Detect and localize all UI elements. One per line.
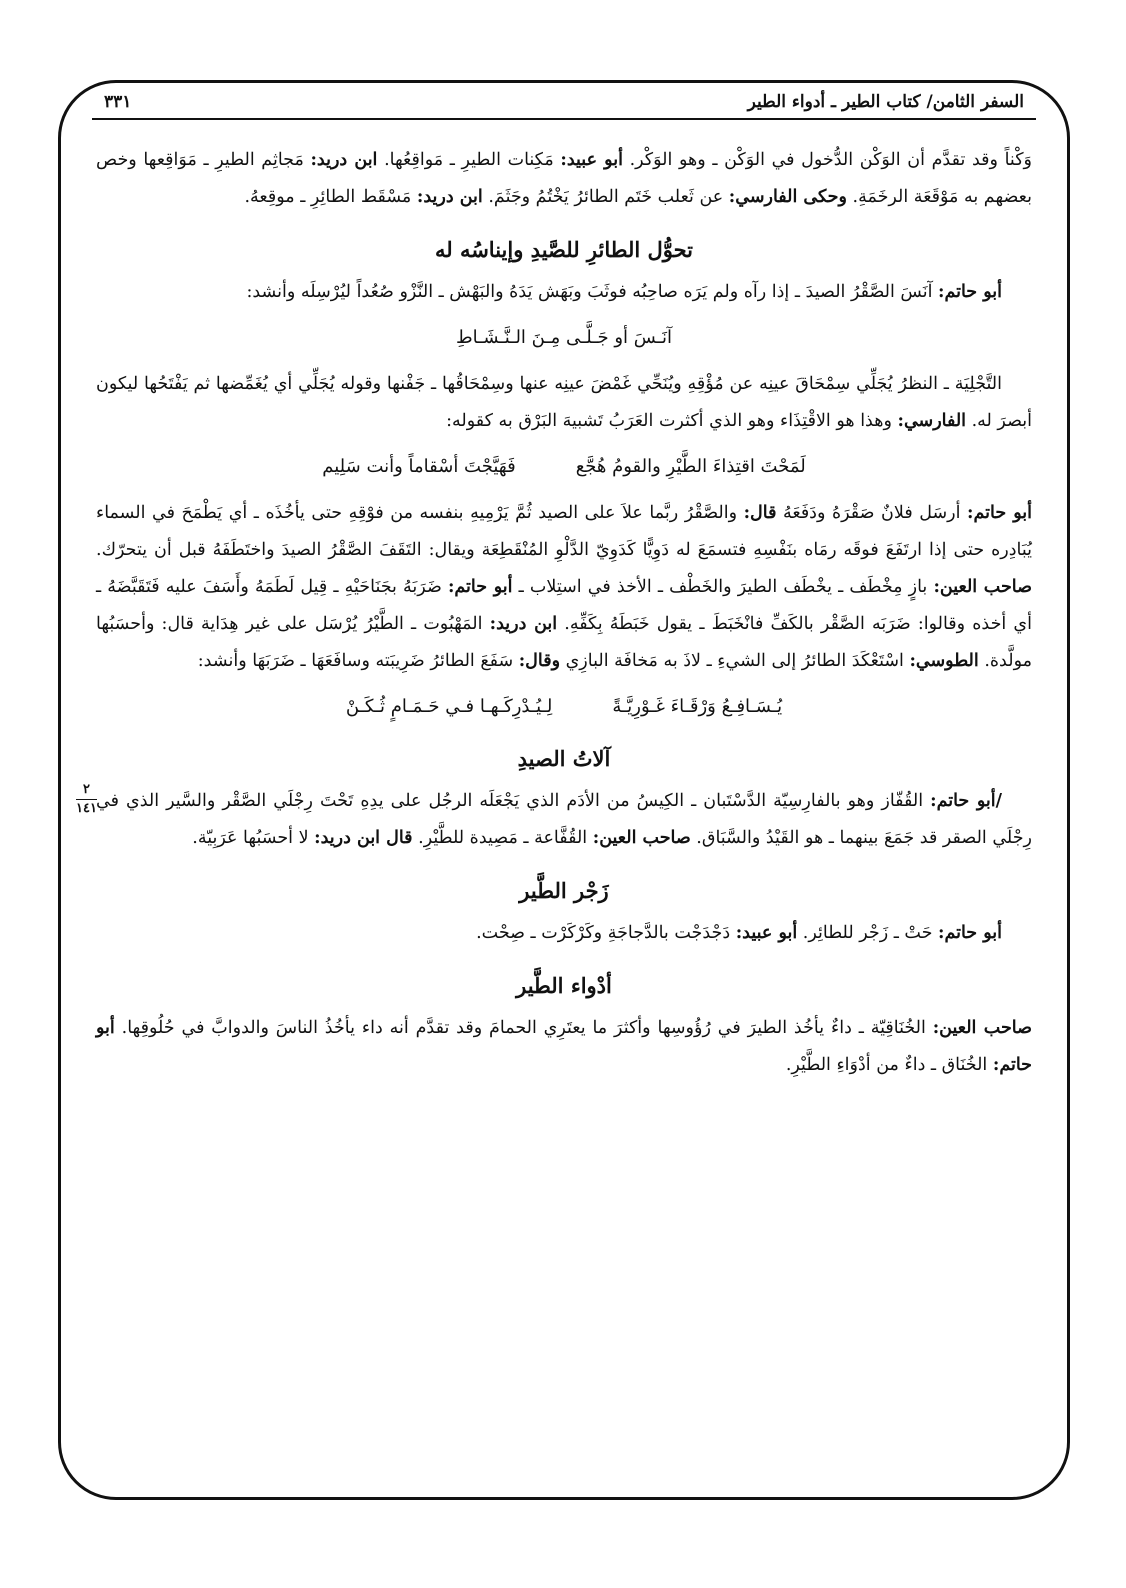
tools-block: [76, 782, 1032, 857]
verse-2-second-hemistich: فَهَيَّجْتَ أسْقاماً وأنت سَلِيم: [322, 456, 516, 477]
page-number: ٣٣١: [104, 92, 132, 112]
paragraph-7: صاحب العين: الخُنَاقِيّة ـ داءٌ يأخُذ الطيرَ في رُؤُوسِها وأكثرَ ما يعتَرِي الحمامَ وقد تقدَّم أنه داء يأخُذُ الناسَ والدوابَّ في حُلُوقِها. أبو حاتم: الخُنَاق ـ داءٌ من أدْوَاءِ الطَّيْرِ.: [96, 1018, 1032, 1075]
section-title-hunting: تحوُّل الطائرِ للصَّيدِ وإيناسُه له: [434, 237, 694, 262]
page-content: [76, 120, 1036, 1084]
running-header: [92, 86, 1036, 120]
book-page: [76, 86, 1036, 1090]
paragraph-2: أبو حاتم: آنَسَ الصَّقْرُ الصيدَ ـ إذا رآه ولم يَرَه صاحِبُه فوثَبَ وبَهَش يَدَهُ والبَهْش ـ النَّزْو صُعُداً ليُرْسِلَه وأنشد:: [246, 282, 1002, 302]
folio-ref-bottom: ١٤١: [76, 801, 97, 816]
paragraph-1: وَكْناً وقد تقدَّم أن الوَكْن الدُّخول في الوَكْن ـ وهو الوَكْر. أبو عبيد: مَكِنات الطيرِ ـ مَواقِعُها. ابن دريد: مَجاثِم الطيرِ ـ مَوَاقِعها وخص بعضهم به مَوْقَعَة الرخَمَةِ. وحكى الفارسي: عن ثَعلب خَتَم الطائرُ يَخْتُمُ وجَثَمَ. ابن دريد: مَسْقَط الطائِرِ ـ موقِعهُ.: [96, 150, 1032, 207]
running-title: السفر الثامن/ كتاب الطير ـ أدواء الطير: [747, 92, 1024, 112]
verse-3: [96, 688, 1032, 725]
paragraph-4: أبو حاتم: أرسَل فلانٌ صَقْرَهُ ودَفَعَهُ قال: والصَّقْرُ ربَّما علاَ على الصيد ثُمَّ يَرْمِيهِ بنفسه من فوْقِهِ حتى يأخُذَه ـ أي يَطْمَحَ في السماء يُبَادِره حتى إذا ارتَفَعَ فوقَه رمَاه بنَفْسِهِ فتسمَعَ له دَوِيًّا كَدَوِيّ الدَّلْوِ المُنْقَطِعَة ويقال: التَقَفَ الصَّقْرُ الصيدَ واختَطَفَهُ قبل أن يتحرّك. صاحب العين: بازٍ مِخْطَف ـ يخْطَف الطيرَ والخَطْف ـ الأخذ في استِلاب ـ أبو حاتم: ضَرَبَهُ بجَنَاحَيْهِ ـ قِيل لَطَمَهُ وأَسَفَ عليه فَتَقَبَّضَهُ ـ أي أخذه وقالوا: ضَرَبَه الصَّقْر بالكَفِّ فانْخَبَطَ ـ يقول خَبَطَهُ بِكَفِّهِ. ابن دريد: المَهْبُوت ـ الطَّيْرُ يُرْسَل على غير هِدَاية قال: وأحسَبُها مولَّدة. الطوسي: اسْتَعْكَدَ الطائرُ إلى الشيءِ ـ لاذَ به مَخافَة البازِي وقال: سَفَعَ الطائرُ ضَرِيبَته وسافَعَهَا ـ ضَرَبَهَا وأنشد:: [96, 503, 1032, 671]
verse-2-first-hemistich: لَمَحْتَ اقتِذاءَ الطَّيْرِ والقومُ هُجَّع: [575, 456, 806, 477]
paragraph-3: التَّجْلِيَة ـ النظرُ يُجَلِّي سِمْحَاقَ عينِه عن مُؤْقِهِ ويُنَحِّي غَمْضَ عينِه عنها وسِمْحَاقُها ـ جَفْنها وقوله يُجَلِّي أي يُغَمِّضها ثم يَفْتَحُها ليكون أبصرَ له. الفارسي: وهذا هو الاقْتِذَاء وهو الذي أكثرت العَرَبُ تَشبيهَ البَرْق به كقوله:: [96, 374, 1032, 431]
verse-3-second-hemistich: لِـيُـدْرِكَـهـا فـي حَـمَـامٍ ثُـكَـنْ: [345, 696, 553, 717]
section-title-diseases: أدْواء الطَّير: [516, 973, 612, 998]
paragraph-5: /أبو حاتم: القُفّاز وهو بالفارِسِيّة الدَّسْتَبان ـ الكِيسُ من الأدَم الذي يَجْعَلَه الرجُل على يدِهِ تَحْتَ رِجْلَي الصَّقْر والسَّير الذي في رِجْلَي الصقر قد جَمَعَ بينهما ـ هو القَيْدُ والسَّبَاق. صاحب العين: القُفَّاعة ـ مَصِيدة للطَّيْرِ. قال ابن دريد: لا أحسَبُها عَرَبِيّة.: [96, 791, 1032, 848]
folio-ref-top: ٢: [82, 782, 90, 797]
verse-1: آنَـسَ أو جَـلَّـى مِـنَ الـنَّـشَـاطِ: [456, 327, 672, 348]
paragraph-6: أبو حاتم: حَتْ ـ زَجْر للطائِر. أبو عبيد: دَجْدَجْت بالدَّجاجَةِ وكَرْكَرْت ـ صِحْت.: [476, 923, 1002, 943]
section-title-scolding: زَجْر الطَّير: [519, 878, 609, 903]
section-title-tools: آلاتُ الصيدِ: [517, 746, 611, 771]
manuscript-folio-ref: [76, 783, 97, 816]
verse-2: [96, 448, 1032, 485]
verse-3-first-hemistich: يُـسَـافِـعُ وَرْقَـاءَ غَـوْرِيَّـةً: [612, 696, 783, 717]
